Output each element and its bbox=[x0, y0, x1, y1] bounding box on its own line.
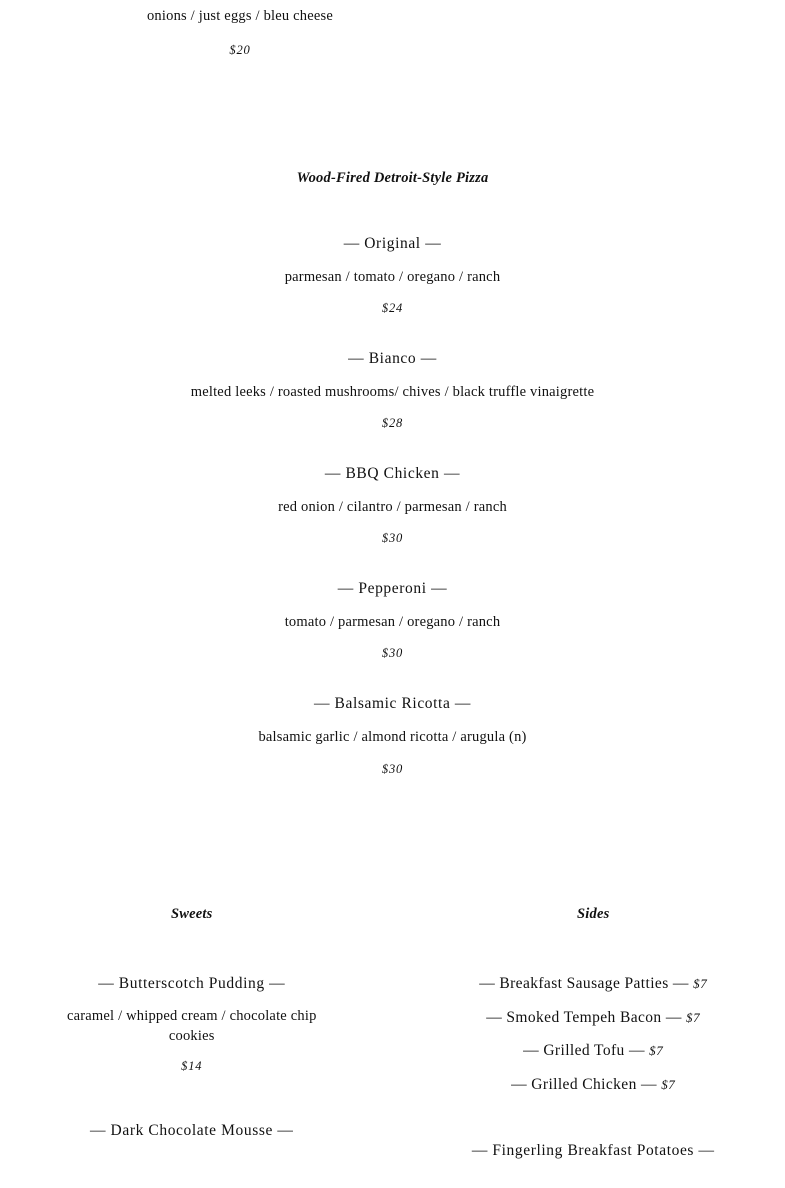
side-item bbox=[402, 1042, 785, 1061]
item-price: $7 bbox=[693, 976, 707, 991]
menu-item bbox=[0, 350, 785, 431]
side-item bbox=[402, 1076, 785, 1095]
item-name: — Breakfast Sausage Patties — bbox=[479, 975, 689, 992]
item-name: — Fingerling Breakfast Potatoes — bbox=[402, 1142, 785, 1160]
side-item bbox=[402, 975, 785, 994]
menu-item bbox=[0, 1122, 384, 1140]
item-name: — Dark Chocolate Mousse — bbox=[0, 1122, 384, 1140]
side-item bbox=[402, 1009, 785, 1028]
item-price: $7 bbox=[661, 1077, 675, 1092]
item-name: — Balsamic Ricotta — bbox=[0, 695, 785, 713]
section-title-sides: Sides bbox=[402, 906, 785, 923]
item-price: $24 bbox=[0, 301, 785, 316]
pizza-item-list bbox=[0, 235, 785, 777]
item-description: red onion / cilantro / parmesan / ranch bbox=[0, 497, 785, 517]
item-description: balsamic garlic / almond ricotta / arugula (n) bbox=[0, 727, 785, 747]
bottom-columns bbox=[0, 906, 785, 1188]
spacer bbox=[402, 1109, 785, 1142]
item-price: $7 bbox=[686, 1010, 700, 1025]
item-price: $30 bbox=[0, 646, 785, 661]
item-price: $30 bbox=[0, 762, 785, 777]
item-name: — Smoked Tempeh Bacon — bbox=[486, 1009, 682, 1026]
sides-section bbox=[394, 906, 785, 1188]
item-price: $30 bbox=[0, 531, 785, 546]
item-description: tomato / parmesan / oregano / ranch bbox=[0, 612, 785, 632]
item-name: — BBQ Chicken — bbox=[0, 465, 785, 483]
item-name: — Grilled Chicken — bbox=[511, 1076, 657, 1093]
item-name: — Bianco — bbox=[0, 350, 785, 368]
item-description: caramel / whipped cream / chocolate chip cookies bbox=[52, 1006, 332, 1047]
item-price: $28 bbox=[0, 416, 785, 431]
item-price: $20 bbox=[0, 43, 480, 58]
top-partial-item bbox=[0, 6, 480, 58]
item-price: $7 bbox=[649, 1043, 663, 1058]
menu-item bbox=[0, 695, 785, 776]
section-title-pizza: Wood-Fired Detroit-Style Pizza bbox=[0, 170, 785, 187]
item-name: — Butterscotch Pudding — bbox=[0, 975, 384, 993]
pizza-section bbox=[0, 170, 785, 777]
menu-item bbox=[0, 975, 384, 1074]
sweets-section bbox=[0, 906, 394, 1188]
item-name: — Grilled Tofu — bbox=[523, 1042, 645, 1059]
item-price: $14 bbox=[0, 1059, 384, 1074]
menu-item bbox=[0, 465, 785, 546]
section-title-sweets: Sweets bbox=[0, 906, 384, 923]
menu-item bbox=[0, 235, 785, 316]
item-description: melted leeks / roasted mushrooms/ chives / black truffle vinaigrette bbox=[0, 382, 785, 402]
item-name: — Pepperoni — bbox=[0, 580, 785, 598]
item-description: onions / just eggs / bleu cheese bbox=[0, 6, 480, 26]
item-name: — Original — bbox=[0, 235, 785, 253]
item-description: parmesan / tomato / oregano / ranch bbox=[0, 267, 785, 287]
menu-item bbox=[402, 1142, 785, 1160]
menu-item bbox=[0, 580, 785, 661]
